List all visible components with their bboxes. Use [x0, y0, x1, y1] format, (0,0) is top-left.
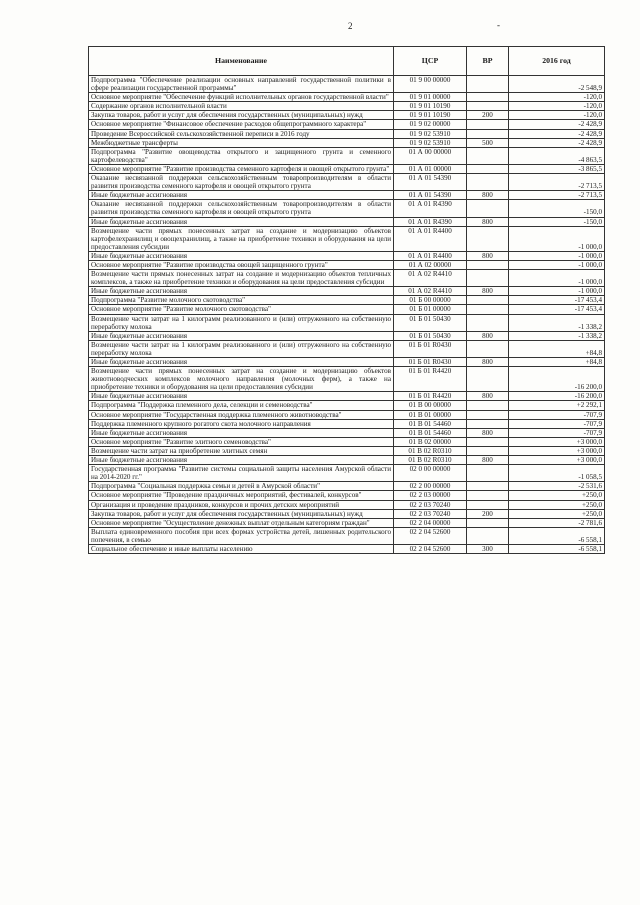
row-csr: 01 9 02 53910	[394, 138, 467, 147]
row-name: Иные бюджетные ассигнования	[89, 358, 394, 367]
row-amount: -120,0	[509, 102, 605, 111]
table-body	[89, 76, 605, 554]
row-vr	[467, 120, 509, 129]
row-vr	[467, 518, 509, 527]
row-csr: 01 А 00 00000	[394, 147, 467, 164]
budget-table	[88, 46, 605, 554]
row-csr: 01 В 00 00000	[394, 401, 467, 410]
row-name: Закупка товаров, работ и услуг для обеспечения государственных (муниципальных) нужд	[89, 509, 394, 518]
row-csr: 02 2 04 52600	[394, 527, 467, 544]
row-name: Основное мероприятие "Развитие элитного семеноводства"	[89, 437, 394, 446]
row-amount: -1 000,0	[509, 260, 605, 269]
row-vr	[467, 260, 509, 269]
table-row	[89, 191, 605, 200]
row-vr	[467, 314, 509, 331]
row-vr	[467, 93, 509, 102]
table-row	[89, 226, 605, 251]
row-vr	[467, 200, 509, 217]
row-amount: -17 453,4	[509, 305, 605, 314]
table-row	[89, 200, 605, 217]
row-amount: +2 292,1	[509, 401, 605, 410]
table-row	[89, 358, 605, 367]
row-csr: 02 2 03 70240	[394, 500, 467, 509]
row-name: Иные бюджетные ассигнования	[89, 251, 394, 260]
row-amount: +3 000,0	[509, 456, 605, 465]
table-row	[89, 147, 605, 164]
table-row	[89, 456, 605, 465]
table-row	[89, 129, 605, 138]
row-amount: -3 865,5	[509, 164, 605, 173]
row-amount: +250,0	[509, 491, 605, 500]
page-number: 2	[348, 21, 353, 31]
table-row	[89, 419, 605, 428]
row-vr: 800	[467, 251, 509, 260]
row-amount: +250,0	[509, 500, 605, 509]
row-vr: 800	[467, 428, 509, 437]
row-csr: 02 2 03 70240	[394, 509, 467, 518]
row-name: Иные бюджетные ассигнования	[89, 331, 394, 340]
row-vr: 800	[467, 217, 509, 226]
row-name: Основное мероприятие "Осуществление денежных выплат отдельным категориям граждан"	[89, 518, 394, 527]
row-name: Основное мероприятие "Развитие молочного скотоводства"	[89, 305, 394, 314]
row-amount: -2 428,9	[509, 138, 605, 147]
row-csr: 01 Б 01 R4420	[394, 367, 467, 392]
row-amount: +250,0	[509, 509, 605, 518]
row-csr: 01 Б 01 50430	[394, 331, 467, 340]
row-vr	[467, 340, 509, 357]
row-csr: 01 Б 01 50430	[394, 314, 467, 331]
row-name: Государственная программа "Развитие системы социальной защиты населения Амурской области на 2014-2020 гг."	[89, 465, 394, 482]
row-name: Подпрограмма "Развитие молочного скотоводства"	[89, 296, 394, 305]
row-amount: +84,8	[509, 358, 605, 367]
row-amount: -2 548,9	[509, 76, 605, 93]
row-vr	[467, 296, 509, 305]
row-csr: 01 9 01 00000	[394, 93, 467, 102]
row-vr	[467, 270, 509, 287]
table-row	[89, 482, 605, 491]
row-name: Социальное обеспечение и иные выплаты населению	[89, 544, 394, 553]
table-row	[89, 331, 605, 340]
row-vr: 800	[467, 331, 509, 340]
row-amount: +3 000,0	[509, 446, 605, 455]
row-amount: -1 338,2	[509, 314, 605, 331]
row-amount: -120,0	[509, 93, 605, 102]
table-row	[89, 111, 605, 120]
row-csr: 01 А 01 R4400	[394, 226, 467, 251]
row-csr: 02 2 03 00000	[394, 491, 467, 500]
row-name: Оказание несвязанной поддержки сельскохозяйственным товаропроизводителям в области развития производства семенного картофеля и овощей открытого грунта	[89, 200, 394, 217]
table-row	[89, 260, 605, 269]
row-name: Содержание органов исполнительной власти	[89, 102, 394, 111]
row-vr: 800	[467, 358, 509, 367]
row-name: Подпрограмма "Поддержка племенного дела, селекции и семеноводства"	[89, 401, 394, 410]
header-csr: ЦСР	[394, 47, 467, 76]
row-csr: 01 В 02 R0310	[394, 446, 467, 455]
row-name: Организация и проведение праздников, конкурсов и прочих детских мероприятий	[89, 500, 394, 509]
row-csr: 02 2 04 00000	[394, 518, 467, 527]
row-csr: 01 9 01 10190	[394, 111, 467, 120]
row-name: Возмещение части прямых понесенных затрат на создание и модернизацию объектов картофелехранилищ и овощехранилищ, а также на приобретение техники и оборудования на цели предоставления субсидии	[89, 226, 394, 251]
table-row	[89, 518, 605, 527]
row-csr: 01 А 01 R4390	[394, 200, 467, 217]
row-vr	[467, 419, 509, 428]
row-csr: 01 А 02 00000	[394, 260, 467, 269]
row-vr: 800	[467, 456, 509, 465]
row-amount: -707,9	[509, 428, 605, 437]
row-amount: -120,0	[509, 111, 605, 120]
table-row	[89, 296, 605, 305]
table-row	[89, 401, 605, 410]
row-name: Оказание несвязанной поддержки сельскохозяйственным товаропроизводителям в области развития производства семенного картофеля и овощей открытого грунта	[89, 174, 394, 191]
row-vr	[467, 527, 509, 544]
row-csr: 01 А 01 54390	[394, 191, 467, 200]
table-row	[89, 314, 605, 331]
row-vr: 800	[467, 191, 509, 200]
row-vr	[467, 465, 509, 482]
table-row	[89, 500, 605, 509]
table-row	[89, 76, 605, 93]
row-csr: 01 Б 01 R0430	[394, 340, 467, 357]
row-name: Иные бюджетные ассигнования	[89, 191, 394, 200]
row-csr: 01 9 02 53910	[394, 129, 467, 138]
table-row	[89, 251, 605, 260]
row-name: Возмещение части затрат на 1 килограмм реализованного и (или) отгруженного на собственную переработку молока	[89, 314, 394, 331]
row-csr: 01 В 01 54460	[394, 419, 467, 428]
table-row	[89, 120, 605, 129]
row-csr: 01 Б 01 R4420	[394, 392, 467, 401]
row-amount: -150,0	[509, 217, 605, 226]
table-row	[89, 367, 605, 392]
row-vr	[467, 482, 509, 491]
row-csr: 01 А 01 00000	[394, 164, 467, 173]
row-name: Основное мероприятие "Развитие производства овощей защищенного грунта"	[89, 260, 394, 269]
row-csr: 01 А 01 R4400	[394, 251, 467, 260]
row-name: Закупка товаров, работ и услуг для обеспечения государственных (муниципальных) нужд	[89, 111, 394, 120]
row-name: Основное мероприятие "Государственная поддержка племенного животноводства"	[89, 410, 394, 419]
row-name: Основное мероприятие "Развитие производства семенного картофеля и овощей открытого грунта"	[89, 164, 394, 173]
row-vr	[467, 102, 509, 111]
table-row	[89, 164, 605, 173]
table-row	[89, 437, 605, 446]
table-row	[89, 544, 605, 553]
row-name: Иные бюджетные ассигнования	[89, 392, 394, 401]
row-csr: 01 9 02 00000	[394, 120, 467, 129]
row-amount: -2 713,5	[509, 174, 605, 191]
table-row	[89, 446, 605, 455]
row-vr: 800	[467, 287, 509, 296]
row-amount: -1 000,0	[509, 226, 605, 251]
table-row	[89, 217, 605, 226]
row-csr: 01 Б 01 00000	[394, 305, 467, 314]
table-row	[89, 527, 605, 544]
row-name: Поддержка племенного крупного рогатого скота молочного направления	[89, 419, 394, 428]
row-amount: +3 000,0	[509, 437, 605, 446]
row-vr	[467, 305, 509, 314]
row-amount: -1 338,2	[509, 331, 605, 340]
table-row	[89, 509, 605, 518]
row-amount: -2 781,6	[509, 518, 605, 527]
row-vr	[467, 129, 509, 138]
table-row	[89, 138, 605, 147]
row-name: Подпрограмма "Обеспечение реализации основных направлений государственной политики в сфере реализации государственной программы"	[89, 76, 394, 93]
row-name: Основное мероприятие "Обеспечение функций исполнительных органов государственной власти"	[89, 93, 394, 102]
header-name: Наименование	[89, 47, 394, 76]
row-amount: -2 428,9	[509, 120, 605, 129]
table-row	[89, 428, 605, 437]
row-vr	[467, 147, 509, 164]
row-amount: -1 000,0	[509, 251, 605, 260]
row-csr: 01 В 01 00000	[394, 410, 467, 419]
row-vr	[467, 410, 509, 419]
row-csr: 01 А 02 R4410	[394, 287, 467, 296]
row-amount: -16 200,0	[509, 392, 605, 401]
row-name: Возмещение части прямых понесенных затрат на создание и модернизацию объектов тепличных комплексов, а также на приобретение техники и оборудования на цели предоставления субсидии	[89, 270, 394, 287]
row-amount: -16 200,0	[509, 367, 605, 392]
row-vr	[467, 437, 509, 446]
row-amount: -150,0	[509, 200, 605, 217]
table-row	[89, 305, 605, 314]
row-name: Подпрограмма "Развитие овощеводства открытого и защищенного грунта и семенного картофелеводства"	[89, 147, 394, 164]
row-name: Возмещение части затрат на 1 килограмм реализованного и (или) отгруженного на собственную переработку молока	[89, 340, 394, 357]
row-name: Межбюджетные трансферты	[89, 138, 394, 147]
row-amount: -17 453,4	[509, 296, 605, 305]
row-csr: 01 Б 01 R0430	[394, 358, 467, 367]
table-row	[89, 392, 605, 401]
page-mark: -	[497, 20, 500, 30]
row-csr: 02 0 00 00000	[394, 465, 467, 482]
row-vr: 800	[467, 392, 509, 401]
row-csr: 01 В 02 00000	[394, 437, 467, 446]
row-vr	[467, 164, 509, 173]
row-csr: 01 9 00 00000	[394, 76, 467, 93]
row-vr	[467, 491, 509, 500]
row-amount: +84,8	[509, 340, 605, 357]
row-vr	[467, 401, 509, 410]
row-name: Возмещение части затрат на приобретение элитных семян	[89, 446, 394, 455]
row-name: Иные бюджетные ассигнования	[89, 428, 394, 437]
row-amount: -2 531,6	[509, 482, 605, 491]
row-name: Проведение Всероссийской сельскохозяйственной переписи в 2016 году	[89, 129, 394, 138]
row-name: Подпрограмма "Социальная поддержка семьи и детей в Амурской области"	[89, 482, 394, 491]
header-year: 2016 год	[509, 47, 605, 76]
row-csr: 02 2 00 00000	[394, 482, 467, 491]
row-vr: 500	[467, 138, 509, 147]
header-vr: ВР	[467, 47, 509, 76]
row-amount: -707,9	[509, 410, 605, 419]
row-vr: 300	[467, 544, 509, 553]
table-row	[89, 491, 605, 500]
row-csr: 01 В 01 54460	[394, 428, 467, 437]
row-name: Иные бюджетные ассигнования	[89, 287, 394, 296]
row-amount: -4 863,5	[509, 147, 605, 164]
row-vr: 200	[467, 509, 509, 518]
row-csr: 01 В 02 R0310	[394, 456, 467, 465]
row-name: Иные бюджетные ассигнования	[89, 456, 394, 465]
row-name: Выплата единовременного пособия при всех формах устройства детей, лишенных родительского попечения, в семью	[89, 527, 394, 544]
row-csr: 01 А 02 R4410	[394, 270, 467, 287]
row-name: Основное мероприятие "Финансовое обеспечение расходов общепрограммного характера"	[89, 120, 394, 129]
row-vr	[467, 446, 509, 455]
table-row	[89, 410, 605, 419]
row-name: Иные бюджетные ассигнования	[89, 217, 394, 226]
row-amount: -1 000,0	[509, 287, 605, 296]
row-amount: -6 558,1	[509, 527, 605, 544]
row-amount: -2 713,5	[509, 191, 605, 200]
row-vr: 200	[467, 111, 509, 120]
row-vr	[467, 500, 509, 509]
row-csr: 02 2 04 52600	[394, 544, 467, 553]
row-csr: 01 А 01 R4390	[394, 217, 467, 226]
row-amount: -707,9	[509, 419, 605, 428]
table-row	[89, 287, 605, 296]
table-row	[89, 270, 605, 287]
row-vr	[467, 367, 509, 392]
row-name: Возмещение части прямых понесенных затрат на создание и модернизацию объектов животноводческих комплексов молочного направления (молочных ферм), а также на приобретение техники и оборудования на цели предоставления субсидии	[89, 367, 394, 392]
table-row	[89, 465, 605, 482]
row-csr: 01 А 01 54390	[394, 174, 467, 191]
row-vr	[467, 226, 509, 251]
row-csr: 01 Б 00 00000	[394, 296, 467, 305]
row-amount: -1 058,5	[509, 465, 605, 482]
row-amount: -2 428,9	[509, 129, 605, 138]
row-name: Основное мероприятие "Проведение праздничных мероприятий, фестивалей, конкурсов"	[89, 491, 394, 500]
table-row	[89, 340, 605, 357]
table-row	[89, 102, 605, 111]
row-csr: 01 9 01 10190	[394, 102, 467, 111]
table-row	[89, 93, 605, 102]
row-amount: -1 000,0	[509, 270, 605, 287]
row-vr	[467, 174, 509, 191]
table-row	[89, 174, 605, 191]
row-vr	[467, 76, 509, 93]
row-amount: -6 558,1	[509, 544, 605, 553]
table-header-row	[89, 47, 605, 76]
